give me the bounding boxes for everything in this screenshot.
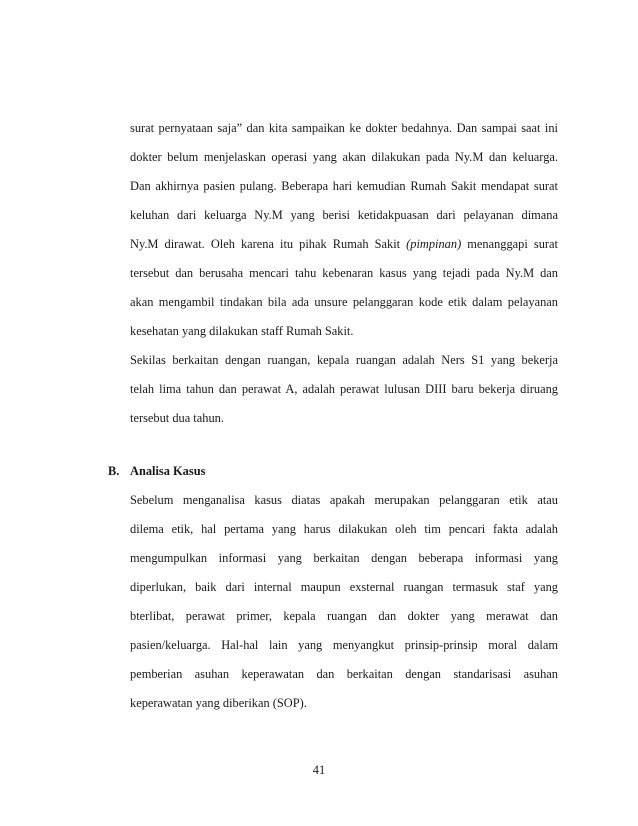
body-line: keperawatan yang diberikan (SOP). xyxy=(130,696,307,710)
body-line: pasien/keluarga. Hal-hal lain yang menyangkut prinsip-prinsip moral dalam xyxy=(130,638,558,652)
body-line: Dan akhirnya pasien pulang. Beberapa hari kemudian Rumah Sakit mendapat surat xyxy=(130,179,558,193)
body-line: Sebelum menganalisa kasus diatas apakah merupakan pelanggaran etik atau xyxy=(130,493,558,507)
body-line: keluhan dari keluarga Ny.M yang berisi ketidakpuasan dari pelayanan dimana xyxy=(130,208,558,222)
body-line: tersebut dan berusaha mencari tahu kebenaran kasus yang tejadi pada Ny.M dan xyxy=(130,266,558,280)
page-number: 41 xyxy=(312,763,326,777)
body-line: pemberian asuhan keperawatan dan berkaitan dengan standarisasi asuhan xyxy=(130,667,558,681)
italic-text: (pimpinan) xyxy=(406,237,462,251)
body-text: Ny.M dirawat. Oleh karena itu pihak Rumah Sakit xyxy=(130,237,401,251)
body-line: dilema etik, hal pertama yang harus dilakukan oleh tim pencari fakta adalah xyxy=(130,522,558,536)
body-line: Sekilas berkaitan dengan ruangan, kepala ruangan adalah Ners S1 yang bekerja xyxy=(130,353,558,367)
body-text: menanggapi surat xyxy=(467,237,558,251)
body-line: diperlukan, baik dari internal maupun exsternal ruangan termasuk staf yang xyxy=(130,580,558,594)
section-heading xyxy=(108,463,205,479)
section-letter: B. xyxy=(108,464,120,478)
body-line: dokter belum menjelaskan operasi yang akan dilakukan pada Ny.M dan keluarga. xyxy=(130,150,558,164)
body-line: surat pernyataan saja” dan kita sampaikan ke dokter bedahnya. Dan sampai saat ini xyxy=(130,121,558,135)
body-line: telah lima tahun dan perawat A, adalah perawat lulusan DIII baru bekerja diruang xyxy=(130,382,558,396)
body-line-mixed xyxy=(130,236,558,252)
body-line: bterlibat, perawat primer, kepala ruangan dan dokter yang merawat dan xyxy=(130,609,558,623)
body-line: kesehatan yang dilakukan staff Rumah Sakit. xyxy=(130,324,354,338)
section-title: Analisa Kasus xyxy=(130,464,206,478)
body-line: mengumpulkan informasi yang berkaitan dengan beberapa informasi yang xyxy=(130,551,558,565)
body-line: tersebut dua tahun. xyxy=(130,411,224,425)
body-line: akan mengambil tindakan bila ada unsure pelanggaran kode etik dalam pelayanan xyxy=(130,295,558,309)
